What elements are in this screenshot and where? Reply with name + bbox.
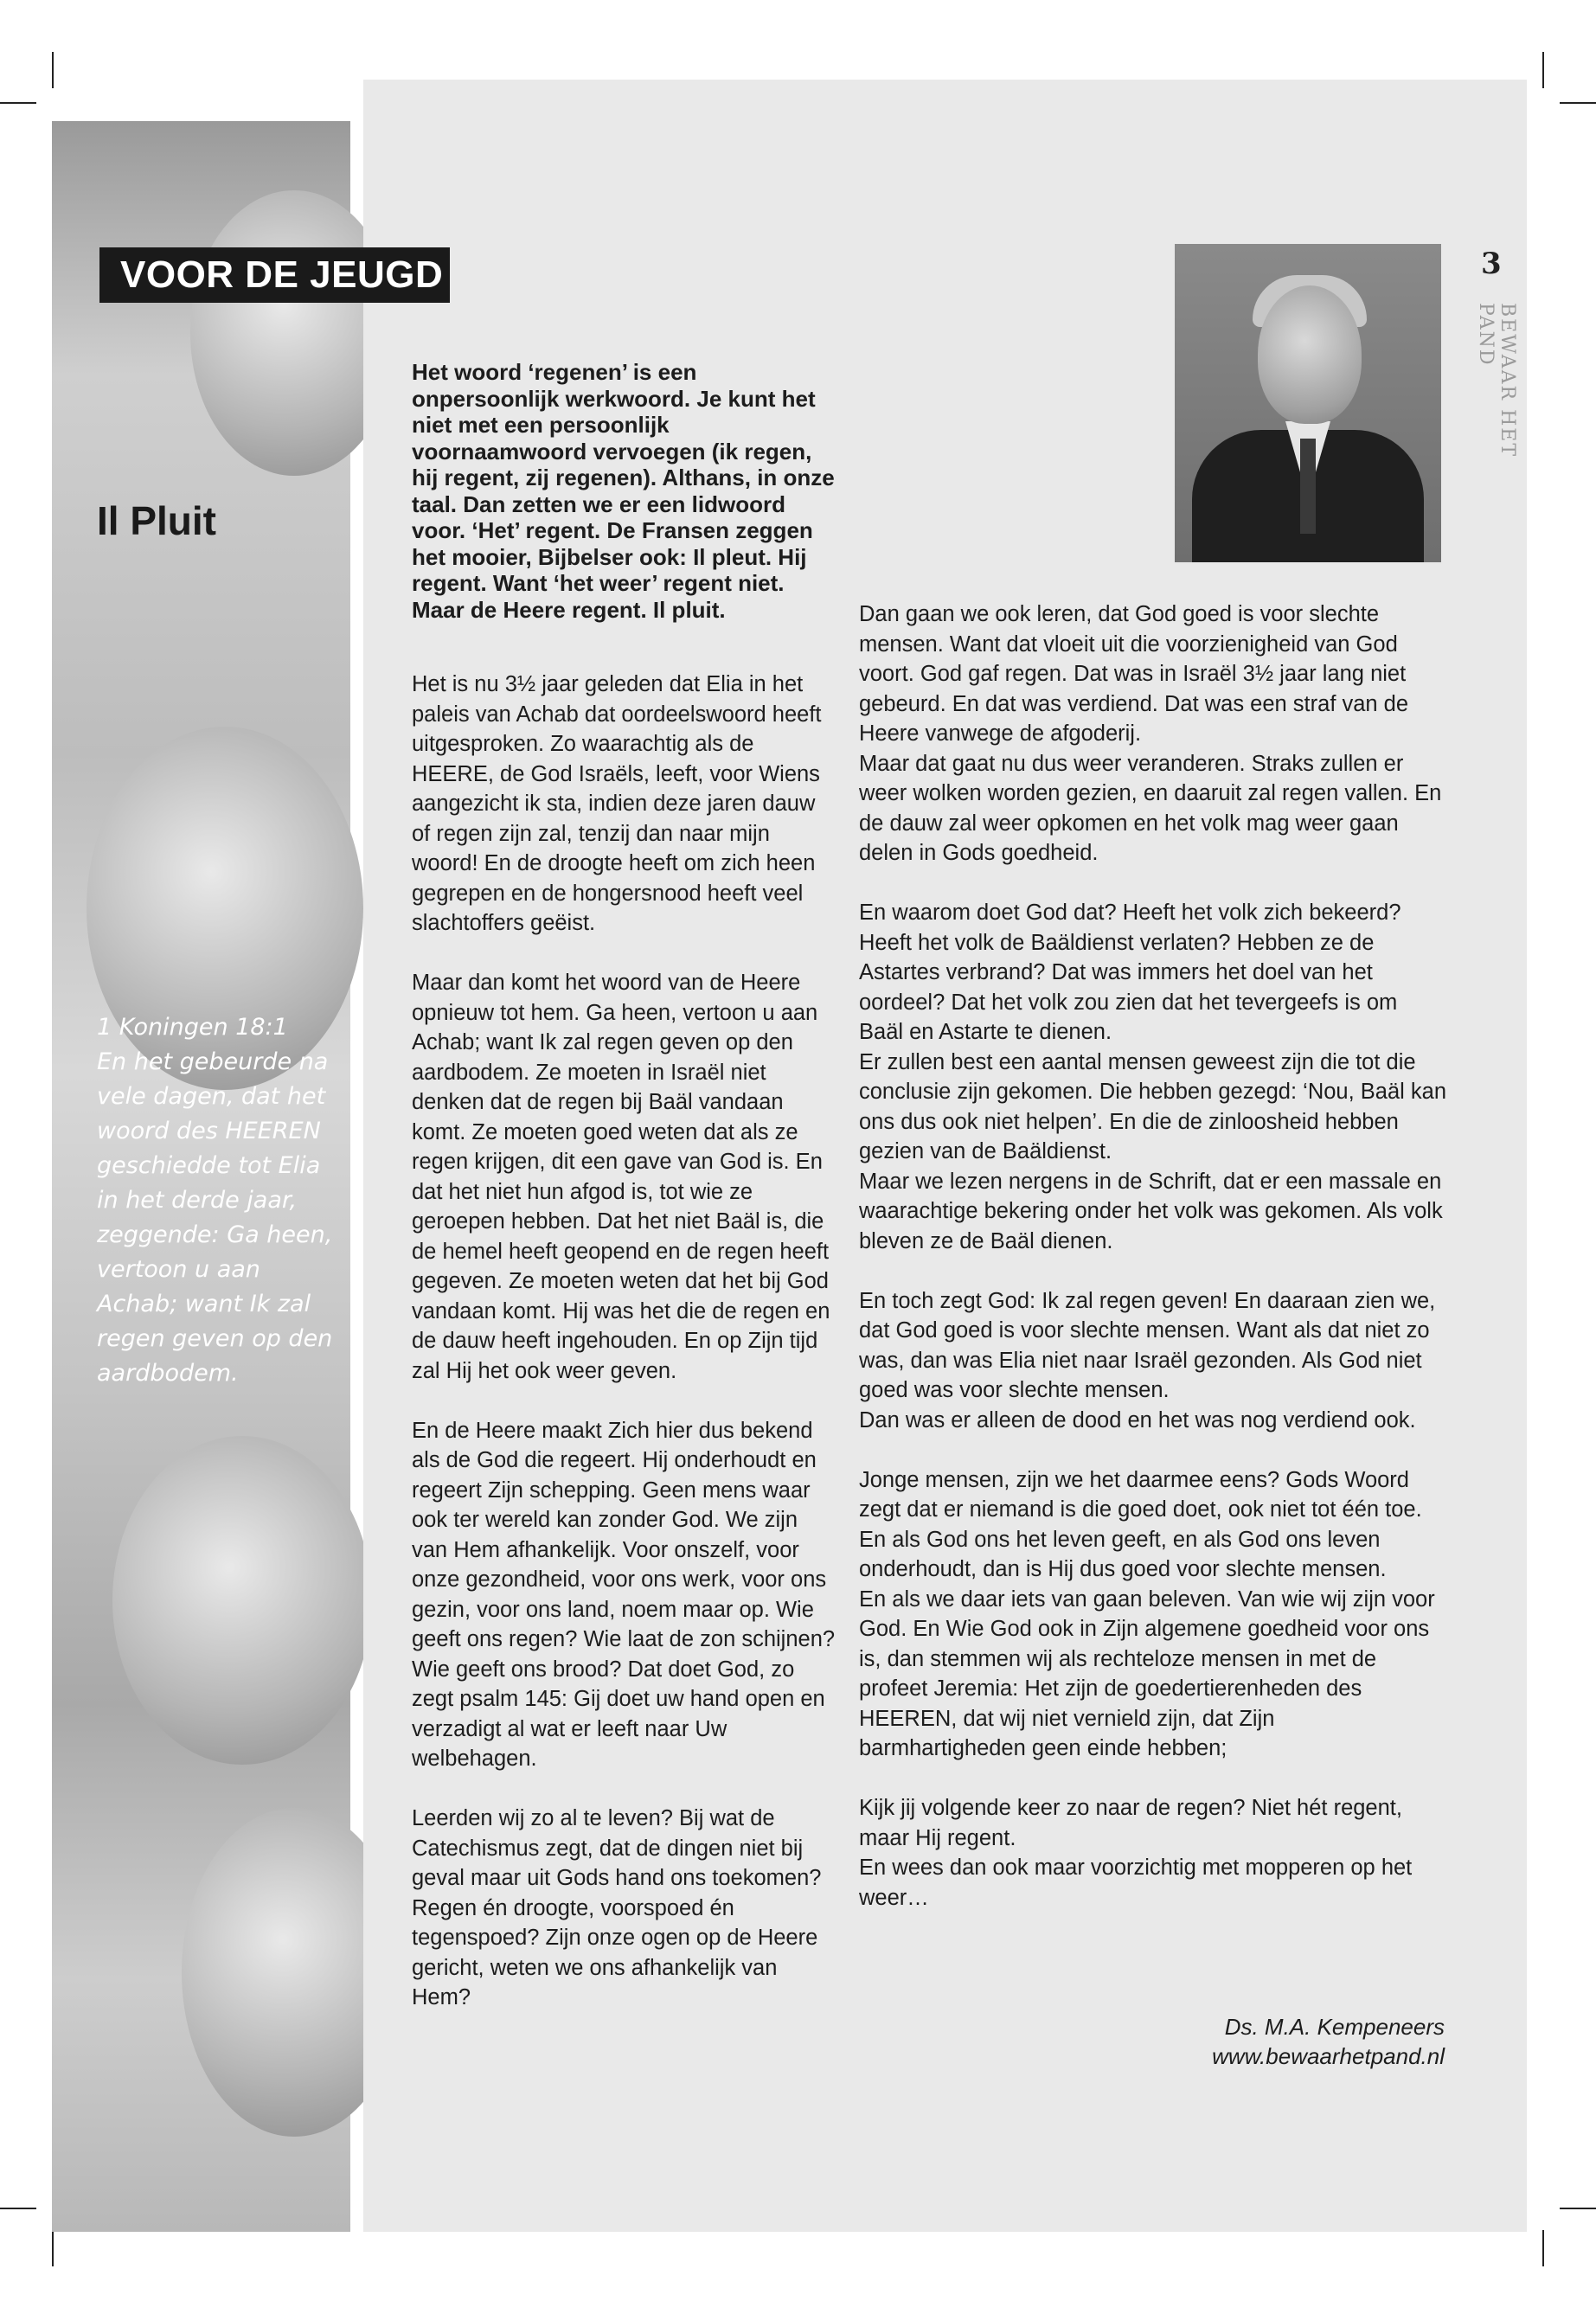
verse-quote [97,1010,339,1391]
portrait-tie [1300,439,1316,534]
column-left [412,359,836,2042]
magazine-name-vertical [1471,303,1522,510]
paragraph: Jonge mensen, zijn we het daarmee eens? Gods Woord zegt dat er niemand is die goed doet, ook niet tot één toe. En als God ons het leven geeft, en als God ons leven onderhoudt, dan is Hij dus goed voor slechte mensen. En als we daar iets van gaan beleven. Van wie wij zijn voor God. En Wie God ook in Zijn algemene goedheid voor ons is, dan stemmen wij als rechteloze mensen in met de profeet Jeremia: Het zijn de goedertierenheden des HEEREN, dat wij niet vernield zijn, dat Zijn barmhartigheden geen einde hebben; [859,1467,1435,1760]
author-photo [1175,244,1441,562]
paragraph: Kijk jij volgende keer zo naar de regen? Niet hét regent, maar Hij regent. En wees dan ook maar voorzichtig met mopperen op het weer… [859,1796,1413,1910]
paragraph: Leerden wij zo al te leven? Bij wat de Catechismus zegt, dat de dingen niet bij geval maar uit Gods hand ons toekomen? Regen én droogte, voorspoed én tegenspoed? Zijn onze ogen op de Heere gericht, weten we ons afhankelijk van Hem? [412,1806,822,2009]
portrait-head [1258,285,1362,424]
author-name: Ds. M.A. Kempeneers [1224,2014,1445,2040]
paragraph: Het is nu 3½ jaar geleden dat Elia in het paleis van Achab dat oordeelswoord heeft uitgesproken. Zo waarachtig als de HEERE, de God Israëls, leeft, voor Wiens aangezicht ik sta, indien deze jaren dauw of regen zijn zal, tenzij dan naar mijn woord! En de droogte heeft om zich heen gegrepen en de hongersnood heeft veel slachtoffers geëist. [412,672,822,935]
paragraph: En de Heere maakt Zich hier dus bekend als de God die regeert. Hij onderhoudt en regeert Zijn schepping. Geen mens waar ook ter wereld kan zonder God. We zijn van Hem afhankelijk. Voor onszelf, voor onze gezondheid, voor ons werk, voor ons gezin, voor ons land, noem maar op. Wie geeft ons regen? Wie laat de zon schijnen? Wie geeft ons brood? Dat doet God, zo zegt psalm 145: Gij doet uw hand open en verzadigt al wat er leeft naar Uw welbehagen. [412,1418,836,1771]
website-link[interactable]: www.bewaarhetpand.nl [1212,2043,1445,2069]
paragraph: En toch zegt God: Ik zal regen geven! En daaraan zien we, dat God goed is voor slechte mensen. Want als dat niet zo was, dan was Elia niet naar Israël gezonden. Als God niet goed was voor slechte mensen. Dan was er alleen de dood en het was nog verdiend ook. [859,1288,1436,1433]
verse-text: En het gebeurde na vele dagen, dat het woord des HEEREN geschiedde tot Elia in het derde jaar, zeggende: Ga heen, vertoon u aan Achab; want Ik zal regen geven op den aardbodem. [97,1048,333,1387]
section-label: VOOR DE JEUGD [120,253,444,296]
magazine-name: BEWAAR HET PAND [1475,303,1518,458]
paragraph: En waarom doet God dat? Heeft het volk zich bekeerd? Heeft het volk de Baäldienst verlaten? Hebben ze de Astartes verbrand? Dat was immers het doel van het oordeel? Dat het volk zou zien dat het tevergeefs is om Baäl en Astarte te dienen. Er zullen best een aantal mensen geweest zijn die tot die conclusie zijn gekomen. Die hebben gezegd: ‘Nou, Baäl kan ons dus ook niet helpen’. En die de zinloosheid hebben gezien van de Baäldienst. Maar we lezen nergens in de Schrift, dat er een massale en waarachtige bekering onder het volk was gekomen. Als volk bleven ze de Baäl dienen. [859,901,1447,1253]
crop-mark [52,2230,54,2266]
paragraph: Dan gaan we ook leren, dat God goed is voor slechte mensen. Want dat vloeit uit die voorzienigheid van God voort. God gaf regen. Dat was in Israël 3½ jaar lang niet gebeurd. En dat was verdiend. Dat was een straf van de Heere vanwege de afgoderij. Maar dat gaat nu dus weer veranderen. Straks zullen er weer wolken worden gezien, en daaruit zal regen vallen. En de dauw zal weer opkomen en het volk mag weer gaan delen in Gods goedheid. [859,602,1442,865]
paragraph: Maar dan komt het woord van de Heere opnieuw tot hem. Ga heen, vertoon u aan Achab; want Ik zal regen geven op den aardbodem. Ze moeten in Israël niet denken dat de regen bij Baäl vandaan komt. Ze moeten goed weten dat als ze regen krijgen, dit een gave van God is. En dat het niet hun afgod is, tot wie ze geroepen hebben. Dat het niet Baäl is, die de hemel heeft geopend en de regen heeft gegeven. Ze moeten weten dat het bij God vandaan komt. Hij was het die de regen en de dauw heeft ingehouden. En op Zijn tijd zal Hij het ook weer geven. [412,971,830,1383]
section-banner [99,247,450,303]
crop-mark [1542,2230,1544,2266]
verse-reference: 1 Koningen 18:1 [97,1014,288,1041]
crop-mark [0,2208,36,2209]
face-photo [112,1436,372,1765]
page-number: 3 [1481,247,1502,281]
crop-mark [0,102,36,104]
article-title: Il Pluit [97,498,216,543]
crop-mark [1542,52,1544,88]
crop-mark [52,52,54,88]
crop-mark [1560,102,1596,104]
author-signature [1064,2012,1445,2071]
crop-mark [1560,2208,1596,2209]
column-right [859,599,1447,1943]
intro-paragraph: Het woord ‘regenen’ is een onpersoonlijk werkwoord. Je kunt het niet met een persoonlijk voornaamwoord vervoegen (ik regen, hij regent, zij regenen). Althans, in onze taal. Dan zetten we er een lidwoord voor. ‘Het’ regent. De Fransen zeggen het mooier, Bijbelser ook: Il pleut. Hij regent. Want ‘het weer’ regent niet. Maar de Heere regent. Il pluit. [412,359,835,623]
